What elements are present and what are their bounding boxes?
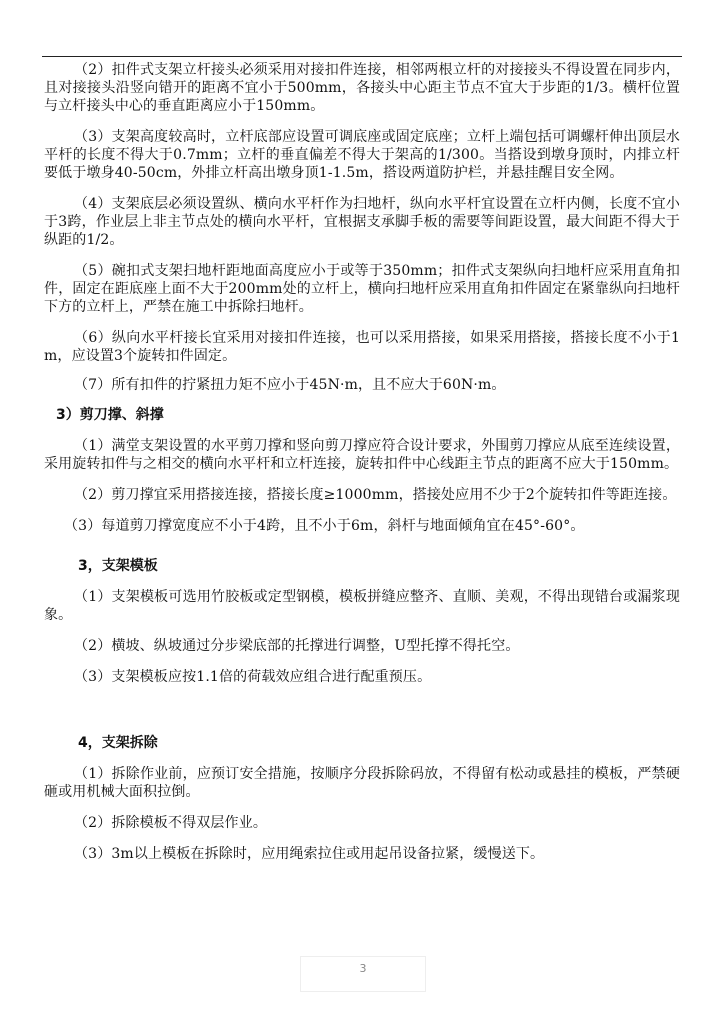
paragraph-2-joint: （2）扣件式支架立杆接头必须采用对接扣件连接，相邻两根立杆的对接接头不得设置在同步内，且对接接头沿竖向错开的距离不宜小于500mm，各接头中心距主节点不宜大于步距的1/3。横杆位置与立杆接头中心的垂直距离应小于150mm。 [44, 62, 680, 114]
paragraph-formwork-3: （3）支架模板应按1.1倍的荷载效应组合进行配重预压。 [74, 669, 432, 685]
heading-scissor-brace: 3）剪刀撑、斜撑 [56, 407, 164, 423]
document-body [44, 61, 680, 863]
paragraph-removal-1: （1）拆除作业前，应预订安全措施，按顺序分段拆除码放，不得留有松动或悬挂的模板，严禁硬砸或用机械大面积拉倒。 [44, 766, 680, 800]
paragraph-scissor-2: （2）剪刀撑宜采用搭接连接，搭接长度≥1000mm，搭接处应用不少于2个旋转扣件等距连接。 [74, 487, 677, 503]
paragraph-removal-2: （2）拆除模板不得双层作业。 [74, 815, 268, 831]
paragraph-removal-3: （3）3m以上模板在拆除时，应用绳索拉住或用起吊设备拉紧，缓慢送下。 [74, 846, 545, 862]
paragraph-4-sweep-rod: （4）支架底层必须设置纵、横向水平杆作为扫地杆，纵向水平杆宜设置在立杆内侧，长度不宜小于3跨，作业层上非主节点处的横向水平杆，宜根据支承脚手板的需要等间距设置，最大间距不得大于纵距的1/2。 [44, 196, 680, 248]
page-number: 3 [300, 956, 426, 992]
heading-formwork: 3，支架模板 [78, 558, 158, 574]
heading-removal: 4，支架拆除 [78, 735, 158, 751]
header-rule [42, 56, 682, 57]
paragraph-scissor-1: （1）满堂支架设置的水平剪刀撑和竖向剪刀撑应符合设计要求，外围剪刀撑应从底至连续设置，采用旋转扣件与之相交的横向水平杆和立杆连接，旋转扣件中心线距主节点的距离不应大于150mm。 [44, 438, 680, 472]
paragraph-3-height: （3）支架高度较高时，立杆底部应设置可调底座或固定底座；立杆上端包括可调螺杆伸出顶层水平杆的长度不得大于0.7mm；立杆的垂直偏差不得大于架高的1/300。当搭设到墩身顶时，内排立杆要低于墩身40-50cm，外排立杆高出墩身顶1-1.5m，搭设两道防护栏，并悬挂醒目安全网。 [44, 129, 680, 181]
paragraph-5-bowl-buckle: （5）碗扣式支架扫地杆距地面高度应小于或等于350mm；扣件式支架纵向扫地杆应采用直角扣件，固定在距底座上面不大于200mm处的立杆上，横向扫地杆应采用直角扣件固定在紧靠纵向扫地杆下方的立杆上，严禁在施工中拆除扫地杆。 [44, 263, 680, 315]
paragraph-scissor-3: （3）每道剪刀撑宽度应不小于4跨，且不小于6m，斜杆与地面倾角宜在45°-60°。 [64, 518, 585, 534]
paragraph-formwork-1: （1）支架模板可选用竹胶板或定型钢模，模板拼缝应整齐、直顺、美观，不得出现错台或漏浆现象。 [44, 589, 680, 623]
paragraph-6-horizontal-rod: （6）纵向水平杆接长宜采用对接扣件连接，也可以采用搭接，如果采用搭接，搭接长度不小于1m，应设置3个旋转扣件固定。 [44, 330, 680, 364]
paragraph-7-torque: （7）所有扣件的拧紧扭力矩不应小于45N·m，且不应大于60N·m。 [74, 377, 506, 393]
paragraph-formwork-2: （2）横坡、纵坡通过分步梁底部的托撑进行调整，U型托撑不得托空。 [74, 638, 520, 654]
